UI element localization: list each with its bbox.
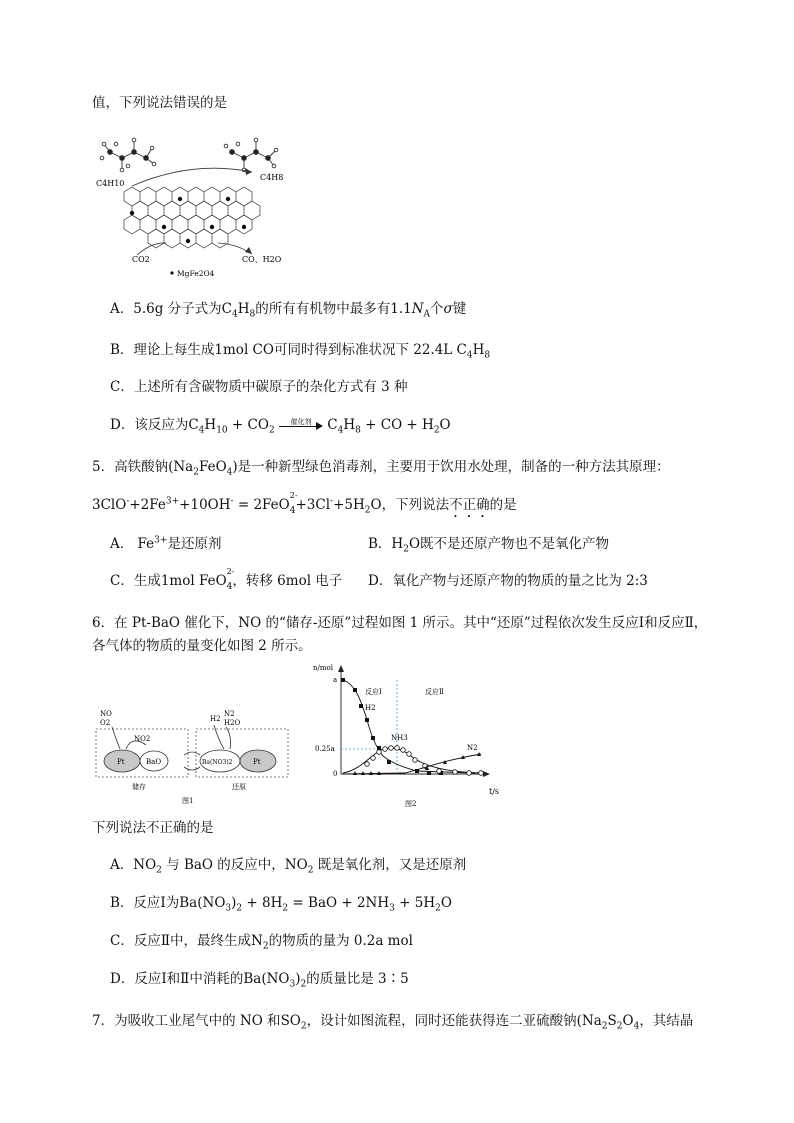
q6-stem-1: 6．在 Pt-BaO 催化下，NO 的“储存-还原”过程如图 1 所示。其中“还原”过程依次发生反应Ⅰ和反应Ⅱ， xyxy=(92,615,708,631)
h2-label: H2 xyxy=(365,704,376,712)
q5-equation: $3ClO^-+2Fe^{3+}+10OH^- = 2FeO$ $_{2- 4}+3Cl^-+5H_2O$，下列说法不正确的是 xyxy=(92,490,517,516)
q5-stem: 5．高铁酸钠$(Na_2FeO_4)$是一种新型绿色消毒剂，主要用于饮用水处理，制备的一种方法其原理： xyxy=(92,459,670,478)
tick-a: a xyxy=(333,676,338,684)
tick-025a: 0.25a xyxy=(315,745,335,753)
svg-text:还原: 还原 xyxy=(232,783,246,791)
region-r2: 反应Ⅱ xyxy=(425,688,444,696)
svg-text:O2: O2 xyxy=(100,719,111,727)
c4h8-label: C4H8 xyxy=(260,173,284,182)
svg-text:BaO: BaO xyxy=(146,758,162,766)
svg-text:图1: 图1 xyxy=(182,797,194,805)
q5-option-c[interactable]: C．生成1mol FeO $_{2- 4}$，转移 6mol 电子 xyxy=(110,566,343,592)
top-arrow xyxy=(132,168,252,186)
svg-text:NO: NO xyxy=(100,710,112,718)
q6-option-c[interactable]: C．反应Ⅱ中，最终生成$N_2$的物质的量为 0.2a mol xyxy=(110,933,413,952)
svg-text:Pt: Pt xyxy=(117,758,125,766)
svg-text:N2: N2 xyxy=(224,710,235,718)
q6-option-a[interactable]: A．$NO_2$ 与 BaO 的反应中，$NO_2$ 既是氧化剂，又是还原剂 xyxy=(110,857,467,876)
c4h8-molecule xyxy=(224,138,278,172)
fig2-caption: 图2 xyxy=(405,800,417,808)
nh3-label: NH3 xyxy=(391,734,408,742)
q6-option-d[interactable]: D．反应Ⅰ和Ⅱ中消耗的$Ba(NO_3)_2$的质量比是 3∶5 xyxy=(110,971,409,990)
c4h10-label: C4H10 xyxy=(96,179,125,188)
q6-sub-stem: 下列说法不正确的是 xyxy=(92,820,214,836)
q4-option-d[interactable]: D．该反应为$C_4H_{10} + CO_2$ 催化剂 $C_4H_8$ + CO + $H_2O$ xyxy=(110,417,451,436)
catalysis-figure xyxy=(92,130,302,280)
catalyst-label: MgFe2O4 xyxy=(177,269,215,278)
svg-text:储存: 储存 xyxy=(132,783,146,791)
c4h10-molecule xyxy=(100,138,156,172)
svg-text:Pt: Pt xyxy=(253,758,261,766)
svg-text:Ba(NO3)2: Ba(NO3)2 xyxy=(202,759,233,766)
svg-text:H2O: H2O xyxy=(224,719,241,727)
catalyst-arrow: 催化剂 xyxy=(279,419,323,433)
n2-label: N2 xyxy=(467,744,478,752)
q4-option-c[interactable]: C．上述所有含碳物质中碳原子的杂化方式有 3 种 xyxy=(110,379,408,395)
q5-option-d[interactable]: D．氧化产物与还原产物的物质的量之比为 2:3 xyxy=(368,573,648,589)
figure-1 xyxy=(92,705,292,805)
q5-option-a[interactable]: A． $Fe^{3+}$是还原剂 xyxy=(110,535,222,552)
q6-option-b[interactable]: B．反应Ⅰ为$Ba(NO_3)_2 + 8H_2$ = BaO + $2NH_3 + 5H_2O$ xyxy=(110,895,452,914)
x-axis-label: t/s xyxy=(489,787,500,796)
q7-stem: 7．为吸收工业尾气中的 NO 和$SO_2$，设计如图流程，同时还能获得连二亚硫酸钠($Na_2S_2O_4$，其结晶 xyxy=(92,1013,694,1032)
co-h2o-label: CO、H2O xyxy=(242,255,282,264)
region-r1: 反应Ⅰ xyxy=(365,688,382,696)
hex-lattice xyxy=(124,187,260,248)
q4-option-b[interactable]: B．理论上每生成1mol CO可同时得到标准状况下 22.4L $C_4H_8$ xyxy=(110,342,491,361)
y-axis-label: n/mol xyxy=(313,664,333,672)
svg-text:NO2: NO2 xyxy=(134,735,151,743)
q4-option-a[interactable]: A．5.6g 分子式为$C_4H_8$的所有有机物中最多有$1.1N_A$个σ键 xyxy=(110,301,467,320)
co2-label: CO2 xyxy=(132,255,150,264)
tick-0: 0 xyxy=(333,770,338,778)
q6-stem-2: 各气体的物质的量变化如图 2 所示。 xyxy=(92,638,312,654)
q5-option-b[interactable]: B．$H_2O$既不是还原产物也不是氧化产物 xyxy=(368,536,610,555)
figure-2-chart xyxy=(305,660,505,808)
continuation-text: 值，下列说法错误的是 xyxy=(92,95,227,111)
svg-text:H2: H2 xyxy=(210,715,221,723)
